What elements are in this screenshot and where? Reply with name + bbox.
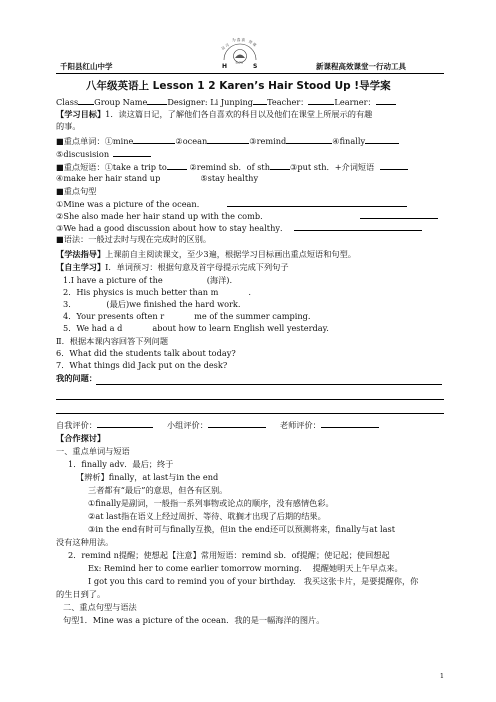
teacher-eval-label: 老师评价：: [279, 420, 321, 430]
phrase-2-blank[interactable]: [270, 161, 290, 170]
self-study-line: [56, 262, 289, 273]
logo-arc-text: 县 习: [220, 42, 230, 51]
phrase-3: ③put sth．+介词短语: [290, 162, 375, 172]
objectives-label: 【学习目标】: [56, 109, 106, 119]
learner-blank[interactable]: [376, 96, 396, 105]
designer-label: Designer: Li Junping: [167, 97, 254, 107]
phrases-line-2: [56, 173, 258, 184]
question-1-hint: (海洋).: [206, 275, 233, 285]
coop-analysis-3b: 没有这种用法。: [56, 537, 114, 547]
vocab-line: [56, 135, 399, 147]
sentence-1: ①Mine was a picture of the ocean．: [56, 199, 205, 209]
my-question-line: [56, 373, 97, 384]
coop-item-2: 2．remind n提醒；使想起【注意】常用短语：remind sb．of提醒；使记起；使回想起: [68, 550, 390, 560]
remind-blank[interactable]: [286, 135, 332, 144]
vocab-line-2: [56, 148, 151, 160]
question-4: [63, 311, 310, 322]
vocab-discussion: ⑤discusision: [56, 149, 110, 159]
coop-analysis: 【辨析】finally，at last与in the end: [76, 472, 219, 482]
logo-arc-text-3: 效 课: [247, 39, 257, 48]
objectives-line-1: [56, 109, 372, 120]
question-1-text: 1.I have a picture of the: [63, 275, 163, 285]
sentence-2-blank[interactable]: [360, 210, 438, 219]
logo-arc-text-2: 为 春 高: [232, 38, 246, 42]
ocean-blank[interactable]: [207, 135, 249, 144]
coop-analysis-1: ①finally是副词，一般指一系列事物或论点的顺序，没有感情色彩。: [88, 498, 334, 508]
logo-letter-s: S: [253, 63, 258, 70]
phrase-3-blank[interactable]: [380, 161, 408, 170]
coop-label-text: 【合作探讨】: [56, 433, 106, 443]
coop-example-1: Ex: Remind her to come earlier tomorrow morning. 提醒她明天上午早点来。: [88, 563, 403, 573]
self-eval-blank[interactable]: [97, 419, 153, 428]
guide-line: [56, 249, 356, 260]
question-7: 7．What things did Jack put on the desk?: [56, 360, 228, 370]
group-blank[interactable]: [147, 96, 167, 105]
svg-text:SLOW: SLOW: [235, 61, 244, 65]
phrase-5: ⑤stay healthy: [200, 173, 259, 183]
learner-label: Learner：: [334, 97, 376, 107]
my-question-blank-2[interactable]: [56, 399, 444, 400]
sentence-3: ③We had a good discussion about how to stay healthy．: [56, 223, 289, 233]
objectives-text: 1．读这篇日记，了解他们各自喜欢的科目以及他们在课堂上所展示的有趣: [105, 109, 373, 119]
my-question-blank-3[interactable]: [56, 413, 444, 414]
part2-title: Ⅱ．根据本课内容回答下列问题: [56, 336, 169, 346]
coop-analysis-2: ②at last指在语义上经过周折、等待、耽搁才出现了后期的结果。: [88, 511, 326, 521]
evaluation-line: [56, 419, 379, 431]
info-line: [56, 96, 396, 108]
vocab-ocean: ②ocean: [175, 136, 208, 146]
question-5-rest: about how to learn English well yesterday.: [152, 323, 329, 333]
vocab-remind: ③remind: [249, 136, 287, 146]
question-4-text: 4．Your presents often r: [63, 311, 165, 321]
vocab-mine: ①mine: [104, 136, 134, 146]
phrases-label: ■重点短语：: [56, 162, 105, 172]
self-study-text: I．单词预习：根据句意及首字母提示完成下列句子: [105, 262, 289, 272]
coop-example-2: I got you this card to remind you of your birthday. 我买这张卡片，是要提醒你，你: [88, 576, 419, 586]
guide-label: 【学法指导】: [56, 249, 106, 259]
page-number: 1: [439, 672, 444, 680]
teacher-label: Teacher：: [267, 97, 309, 107]
mine-blank[interactable]: [133, 135, 175, 144]
objectives-line-2: 的事。: [56, 121, 81, 131]
sentence-2: ②She also made her hair stand up with the comb．: [56, 211, 269, 221]
coop-label: [56, 433, 105, 444]
phrase-2: ②remind sb．of sth: [189, 162, 270, 172]
phrases-line-1: [56, 161, 408, 173]
coop-analysis-0: 三者都有“最后”的意思，但各有区别。: [88, 485, 228, 495]
class-blank[interactable]: [78, 96, 94, 105]
school-logo: [218, 34, 262, 70]
phrase-4: ④make her hair stand up: [56, 173, 161, 183]
group-eval-label: 小组评价：: [166, 420, 208, 430]
coop-item-1: 1．finally adv．最后；终于: [68, 459, 174, 469]
guide-text: 上课前自主阅读课文，至少3遍，根据学习目标画出重点短语和句型。: [105, 249, 356, 259]
sentence-1-line: [56, 198, 407, 210]
teacher-eval-blank[interactable]: [321, 419, 379, 428]
sentence-3-blank[interactable]: [294, 222, 422, 231]
question-5: [63, 323, 329, 334]
question-1: [63, 275, 232, 286]
class-label: Class: [56, 97, 79, 107]
logo-letter-h: H: [222, 63, 228, 70]
coop-analysis-3: ③in the end有时可与finally互换，但in the end还可以预测将来，finally与at last: [88, 524, 395, 534]
header-divider: [56, 73, 444, 74]
coop-section-2: 二、重点句型与语法: [63, 602, 137, 612]
vocab-finally: ④finally: [332, 136, 366, 146]
coop-section-1: 一、重点单词与短语: [56, 446, 130, 456]
group-eval-blank[interactable]: [208, 419, 266, 428]
discussion-blank[interactable]: [113, 148, 151, 157]
question-3: [63, 299, 240, 310]
self-study-label: 【自主学习】: [56, 262, 106, 272]
question-3-text: 3．: [63, 299, 77, 309]
question-2: [63, 287, 251, 298]
header-slogan: 新课程高效课堂一行动工具: [316, 62, 406, 71]
phrase-1: ①take a trip to: [104, 162, 167, 172]
finally-blank[interactable]: [365, 135, 399, 144]
my-question-label: 我的问题：: [56, 373, 97, 383]
grammar-line: ■语法：一般过去时与现在完成时的区别。: [56, 234, 212, 244]
sentence-2-line: [56, 210, 438, 222]
sentence-3-line: [56, 222, 422, 234]
sentence-1-blank[interactable]: [227, 198, 407, 207]
my-question-blank-1[interactable]: [96, 384, 442, 385]
sentences-label: ■重点句型: [56, 186, 97, 196]
vocab-label: ■重点单词：: [56, 136, 105, 146]
question-4-rest: me of the summer camping.: [194, 311, 311, 321]
question-5-text: 5．We had a d: [63, 323, 123, 333]
phrase-1-blank[interactable]: [167, 161, 187, 170]
teacher-blank[interactable]: [308, 96, 334, 105]
question-2-text: 2．His physics is much better than m: [63, 287, 219, 297]
question-2-end: .: [248, 287, 251, 297]
coop-sentence-1: 句型1．Mine was a picture of the ocean．我的是一幅海洋的图片。: [63, 615, 325, 625]
group-label: Group Name: [94, 97, 148, 107]
coop-example-2b: 的生日到了。: [56, 589, 106, 599]
page-title: 八年级英语上 Lesson 1 2 Karen’s Hair Stood Up !导学案: [86, 80, 391, 92]
question-6: 6．What did the students talk about today?: [56, 348, 236, 358]
question-3-hint: (最后)we finished the hard work.: [106, 299, 241, 309]
designer-gap: [253, 96, 267, 105]
self-eval-label: 自我评价：: [56, 420, 97, 430]
school-name: 千阳县红山中学: [60, 62, 113, 71]
